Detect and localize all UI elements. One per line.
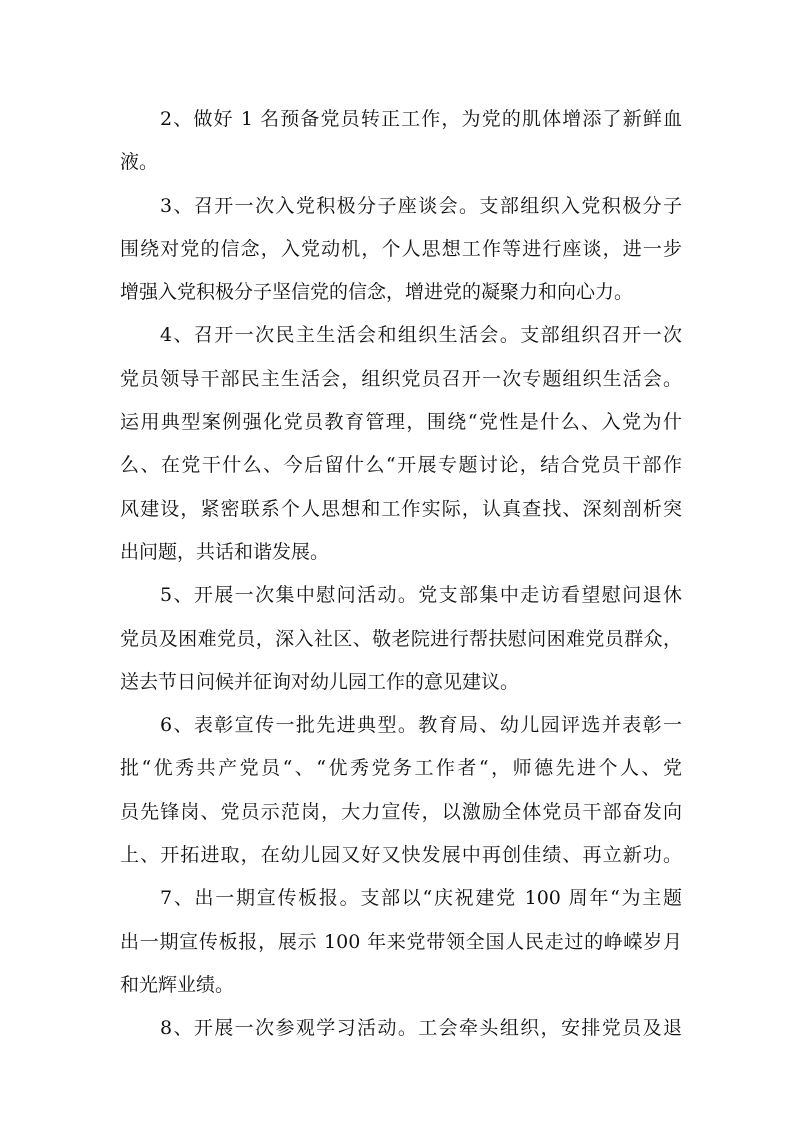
- text-line: 5、开展一次集中慰问活动。党支部集中走访看望慰问退休: [160, 584, 682, 607]
- text-line: 批“优秀共产党员“、“优秀党务工作者“，师德先进个人、党: [120, 757, 682, 780]
- paragraph-3: [120, 185, 682, 315]
- paragraph-7: [120, 877, 682, 1007]
- text-line: 液。: [120, 151, 159, 174]
- text-line: 增强入党积极分子坚信党的信念，增进党的凝聚力和向心力。: [120, 281, 634, 304]
- text-line: 4、召开一次民主生活会和组织生活会。支部组织召开一次: [160, 324, 682, 347]
- paragraph-4: [120, 314, 682, 574]
- paragraph-6: [120, 704, 682, 877]
- text-line: 党员领导干部民主生活会，组织党员召开一次专题组织生活会。: [120, 367, 682, 390]
- text-line: 2、做好 1 名预备党员转正工作，为党的肌体增添了新鲜血: [160, 108, 682, 130]
- paragraph-5: [120, 574, 682, 704]
- text-line: 3、召开一次入党积极分子座谈会。支部组织入党积极分子: [160, 194, 682, 217]
- text-line: 么、在党干什么、今后留什么“开展专题讨论，结合党员干部作: [120, 454, 682, 477]
- text-line: 7、出一期宣传板报。支部以“庆祝建党 100 周年“为主题: [160, 887, 682, 910]
- document-page: [120, 98, 682, 1051]
- text-line: 送去节日问候并征询对幼儿园工作的意见建议。: [120, 670, 520, 693]
- text-line: 出问题，共话和谐发展。: [120, 540, 330, 563]
- text-line: 员先锋岗、党员示范岗，大力宣传，以激励全体党员干部奋发向: [120, 800, 682, 823]
- text-line: 风建设，紧密联系个人思想和工作实际，认真查找、深刻剖析突: [120, 497, 682, 520]
- text-line: 8、开展一次参观学习活动。工会牵头组织，安排党员及退: [160, 1017, 682, 1040]
- paragraph-2: [120, 98, 682, 185]
- text-line: 党员及困难党员，深入社区、敬老院进行帮扶慰问困难党员群众，: [120, 627, 682, 650]
- text-line: 和光辉业绩。: [120, 973, 235, 996]
- text-line: 围绕对党的信念，入党动机，个人思想工作等进行座谈，进一步: [120, 237, 682, 260]
- text-line: 出一期宣传板报，展示 100 年来党带领全国人民走过的峥嵘岁月: [120, 930, 682, 953]
- text-line: 上、开拓进取，在幼儿园又好又快发展中再创佳绩、再立新功。: [120, 844, 682, 867]
- text-line: 运用典型案例强化党员教育管理，围绕“党性是什么、入党为什: [120, 411, 682, 434]
- paragraph-8: [120, 1007, 682, 1050]
- text-line: 6、表彰宣传一批先进典型。教育局、幼儿园评选并表彰一: [160, 714, 682, 737]
